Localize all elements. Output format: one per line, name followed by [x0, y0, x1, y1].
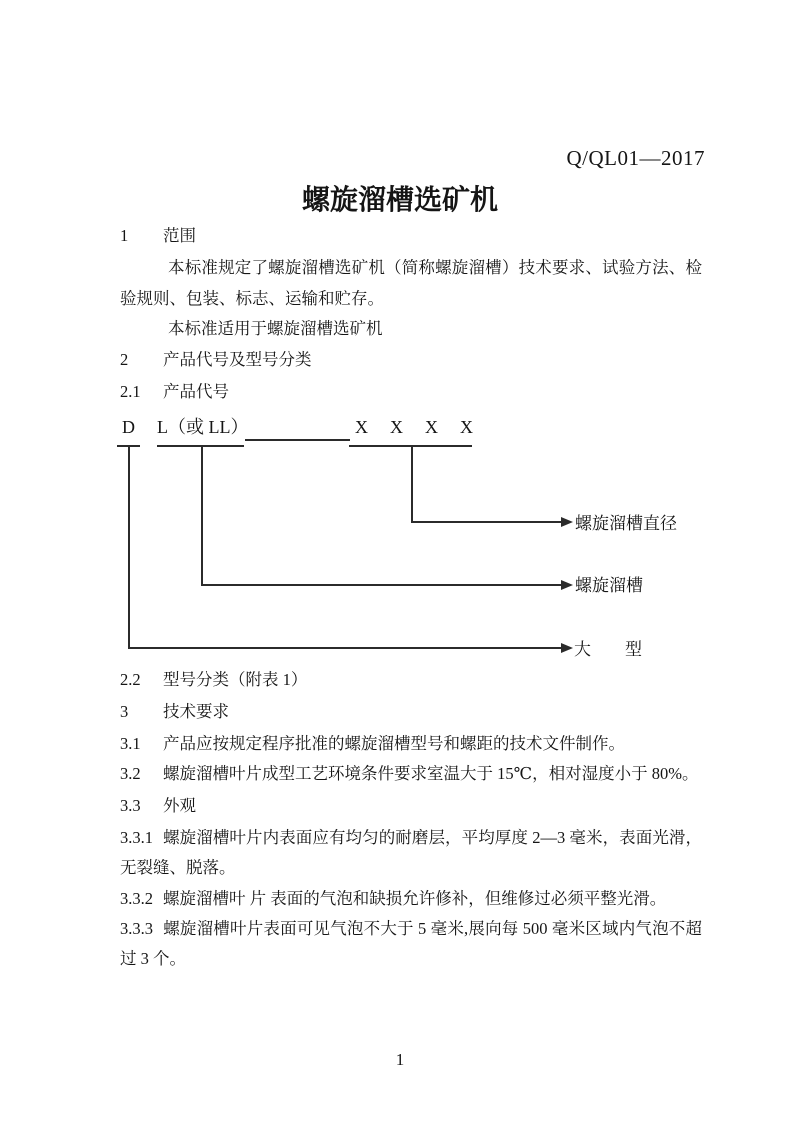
section-3-3-number: 3.3 [120, 796, 141, 815]
clause-3-1-text: 产品应按规定程序批准的螺旋溜槽型号和螺距的技术文件制作。 [163, 734, 625, 753]
dropper-d-line [128, 445, 130, 649]
section-2-heading [120, 344, 702, 376]
leader-large-line [128, 647, 562, 649]
section-2-1-title: 产品代号 [163, 382, 229, 401]
clause-3-2-text: 螺旋溜槽叶片成型工艺环境条件要求室温大于 15℃，相对湿度小于 80%。 [163, 764, 699, 783]
label-chute-diameter: 螺旋溜槽直径 [575, 514, 677, 533]
leader-diameter-line [411, 521, 562, 523]
document-title: 螺旋溜槽选矿机 [301, 185, 498, 216]
label-large-char: 大 [574, 640, 591, 659]
section-2-number: 2 [120, 350, 129, 369]
code-letter-x4: X [460, 417, 473, 437]
clause-3-3-2-text: 螺旋溜槽叶 片 表面的气泡和缺损允许修补，但维修过必须平整光滑。 [163, 889, 667, 908]
section-2-1-heading [120, 376, 702, 408]
section-3-3-heading [120, 790, 702, 822]
clause-3-3-1-text: 螺旋溜槽叶片内表面应有均匀的耐磨层，平均厚度 2—3 毫米，表面光滑，无裂缝、脱落。 [120, 828, 702, 877]
clause-3-3-3-number: 3.3.3 [120, 919, 153, 938]
section-3-title: 技术要求 [163, 702, 229, 721]
clause-3-3-3-text: 螺旋溜槽叶片表面可见气泡不大于 5 毫米,展向每 500 毫米区域内气泡不超过 3 个。 [120, 919, 702, 968]
section-3-heading [120, 696, 702, 728]
code-blank-line [245, 439, 350, 441]
clause-3-3-2-number: 3.3.2 [120, 889, 153, 908]
clause-3-3-3 [120, 914, 702, 974]
section-2-2-title: 型号分类（附表 1） [163, 670, 308, 689]
section-1-title: 范围 [163, 226, 196, 245]
section-2-2-number: 2.2 [120, 670, 141, 689]
scope-paragraph: 本标准规定了螺旋溜槽选矿机（简称螺旋溜槽）技术要求、试验方法、检验规则、包装、标志、运输和贮存。 [120, 258, 702, 308]
page-number: 1 [395, 1050, 405, 1069]
code-letter-d: D [122, 417, 135, 437]
clause-3-3-1-number: 3.3.1 [120, 828, 153, 847]
code-letter-x2: X [390, 417, 403, 437]
section-3-number: 3 [120, 702, 129, 721]
dropper-x-line [411, 445, 413, 523]
section-1-number: 1 [120, 226, 129, 245]
arrow-right-icon [561, 517, 573, 527]
doc-number: Q/QL01—2017 [566, 146, 705, 170]
code-letter-l: L（或 LL） [157, 417, 249, 437]
applicability-paragraph: 本标准适用于螺旋溜槽选矿机 [168, 319, 383, 338]
clause-3-2-number: 3.2 [120, 764, 141, 783]
clause-3-1 [120, 728, 702, 760]
section-3-3-title: 外观 [163, 796, 196, 815]
clause-3-1-number: 3.1 [120, 734, 141, 753]
code-letter-x1: X [355, 417, 368, 437]
section-2-2-heading [120, 664, 702, 696]
clause-3-2 [120, 758, 702, 790]
arrow-right-icon [561, 643, 573, 653]
label-spiral-chute: 螺旋溜槽 [575, 576, 643, 595]
arrow-right-icon [561, 580, 573, 590]
code-letter-x3: X [425, 417, 438, 437]
section-2-title: 产品代号及型号分类 [163, 350, 312, 369]
label-type-char: 型 [625, 640, 642, 659]
code-x-group [355, 411, 473, 443]
section-2-1-number: 2.1 [120, 382, 141, 401]
label-large-type [574, 641, 642, 659]
clause-3-3-2 [120, 883, 702, 915]
section-1-heading [120, 220, 702, 252]
dropper-l-line [201, 445, 203, 586]
clause-3-3-1 [120, 823, 702, 883]
leader-chute-line [201, 584, 562, 586]
